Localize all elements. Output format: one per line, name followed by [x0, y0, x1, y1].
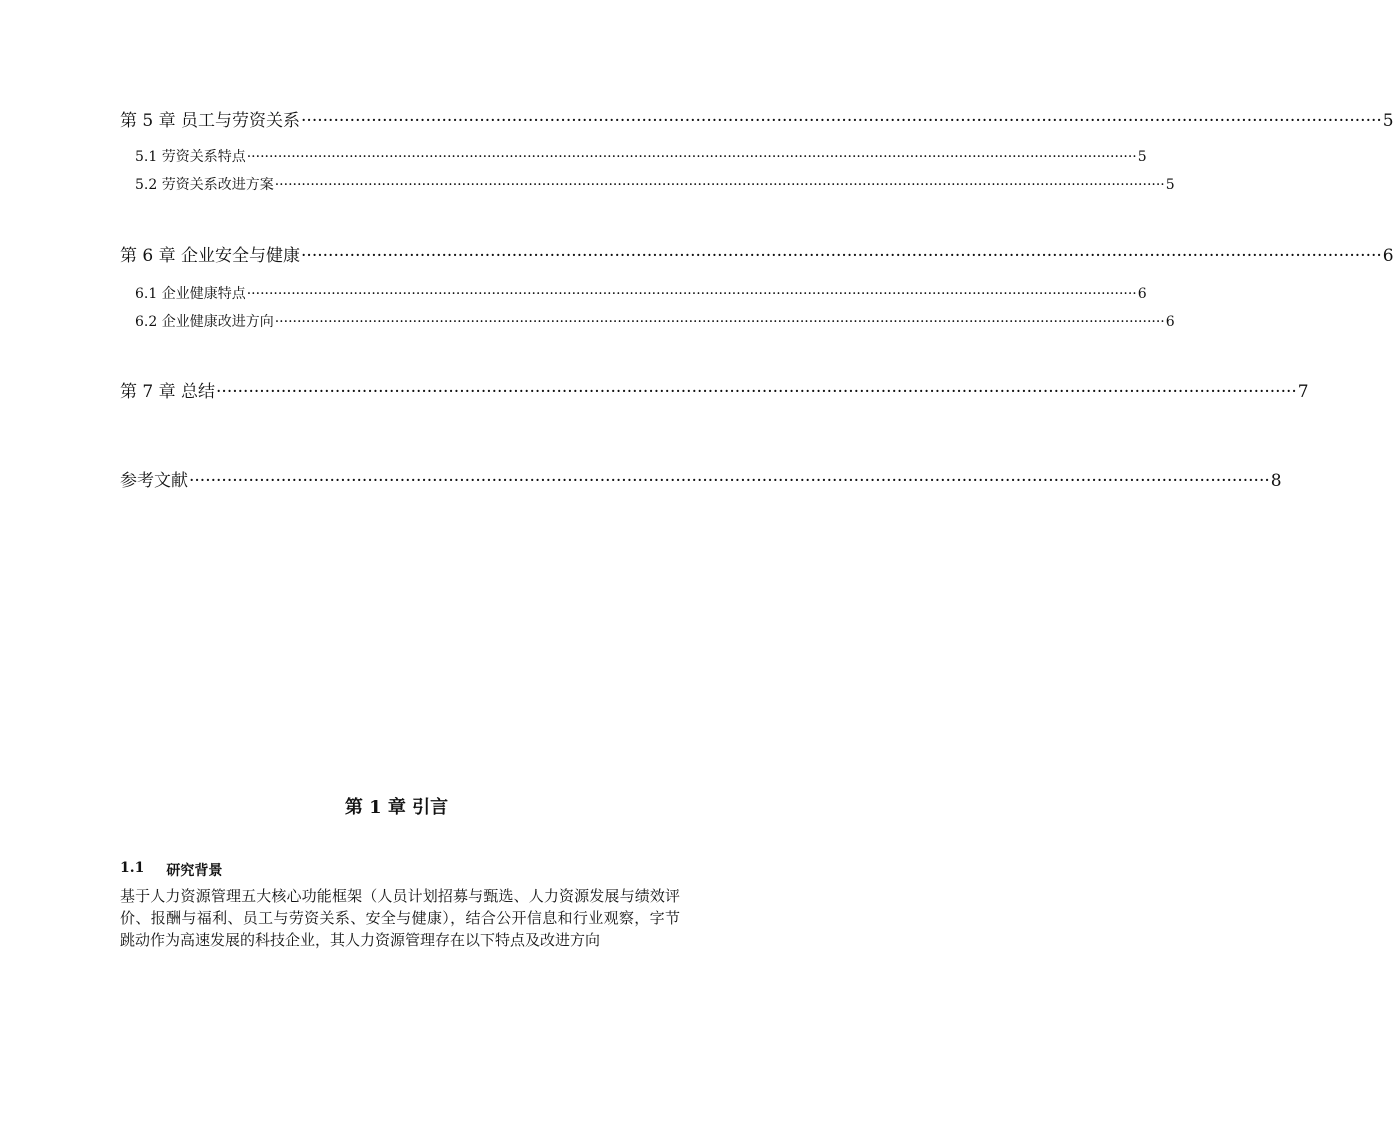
toc-entry-page: 5 — [1165, 177, 1175, 193]
toc-entry-page: 6 — [1137, 286, 1147, 302]
toc-leader-dots: ········································································································································································································ — [216, 382, 1297, 402]
toc-entry-page: 6 — [1165, 314, 1175, 330]
section-heading — [120, 860, 222, 880]
toc-entry-page: 5 — [1137, 149, 1147, 165]
toc-entry-label: 第 5 章 员工与劳资关系 — [120, 111, 301, 131]
toc-leader-dots: ········································································································································································································ — [246, 286, 1137, 302]
chapter-title: 第 1 章 引言 — [344, 797, 449, 818]
section-title: 研究背景 — [166, 863, 223, 879]
section-number: 1.1 — [120, 860, 145, 876]
toc-entry-chapter-7[interactable] — [120, 377, 1309, 402]
toc-entry-label: 5.1 劳资关系特点 — [135, 149, 246, 165]
toc-entry-page: 6 — [1382, 246, 1394, 266]
toc-leader-dots: ········································································································································································································ — [274, 314, 1165, 330]
toc-entry-page: 8 — [1270, 471, 1282, 491]
body-paragraph: 基于人力资源管理五大核心功能框架（人员计划招募与甄选、人力资源发展与绩效评价、报酬与福利、员工与劳资关系、安全与健康），结合公开信息和行业观察，字节跳动作为高速发展的科技企业，其人力资源管理存在以下特点及改进方向 — [120, 887, 680, 949]
toc-entry-chapter-5[interactable] — [120, 106, 1394, 131]
toc-entry-page: 7 — [1297, 382, 1309, 402]
toc-entry-page: 5 — [1382, 111, 1394, 131]
toc-entry-section-5-1[interactable] — [135, 146, 1147, 166]
toc-leader-dots: ········································································································································································································ — [274, 177, 1165, 193]
toc-entry-label: 第 7 章 总结 — [120, 382, 216, 402]
toc-leader-dots: ········································································································································································································ — [301, 246, 1382, 266]
toc-entry-chapter-6[interactable] — [120, 241, 1394, 266]
toc-entry-label: 6.2 企业健康改进方向 — [135, 314, 274, 330]
toc-leader-dots: ········································································································································································································ — [246, 149, 1137, 165]
toc-entry-label: 参考文献 — [120, 471, 188, 491]
toc-entry-references[interactable] — [120, 466, 1282, 491]
toc-entry-label: 6.1 企业健康特点 — [135, 286, 246, 302]
toc-leader-dots: ········································································································································································································ — [189, 471, 1270, 491]
toc-leader-dots: ········································································································································································································ — [301, 111, 1382, 131]
toc-entry-section-5-2[interactable] — [135, 174, 1175, 194]
toc-entry-label: 5.2 劳资关系改进方案 — [135, 177, 274, 193]
toc-entry-section-6-2[interactable] — [135, 311, 1175, 331]
toc-entry-label: 第 6 章 企业安全与健康 — [120, 246, 301, 266]
toc-entry-section-6-1[interactable] — [135, 283, 1147, 303]
